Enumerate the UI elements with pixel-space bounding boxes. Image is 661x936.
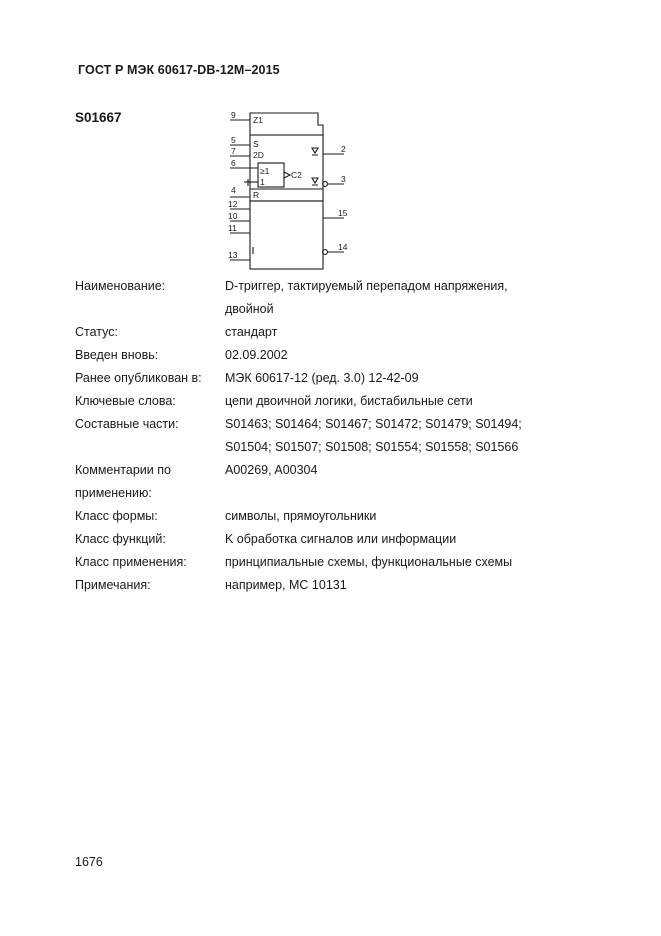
pin-4: 4 [231, 185, 236, 195]
label-s: S [253, 139, 259, 149]
attribute-label: Класс применения: [75, 555, 187, 569]
pin-14: 14 [338, 242, 348, 252]
lower-element-box [250, 201, 323, 269]
pin-15: 15 [338, 208, 348, 218]
attribute-row [75, 459, 575, 505]
label-z1: Z1 [253, 115, 263, 125]
attribute-value [225, 413, 575, 459]
attribute-row [75, 344, 575, 367]
label-r: R [253, 190, 260, 200]
attribute-row [75, 321, 575, 344]
attribute-label: Примечания: [75, 578, 151, 592]
pin-3: 3 [341, 174, 346, 184]
attribute-row [75, 275, 575, 321]
attribute-row [75, 574, 575, 597]
pin-10: 10 [228, 211, 238, 221]
attribute-label: Ранее опубликован в: [75, 371, 202, 385]
attribute-row [75, 551, 575, 574]
attribute-value [225, 459, 575, 505]
pin-9: 9 [231, 110, 236, 120]
pin-13: 13 [228, 250, 238, 260]
attribute-value [225, 574, 575, 597]
attribute-label: Класс формы: [75, 509, 158, 523]
attribute-label: Класс функций: [75, 532, 166, 546]
attribute-value-line: S01504; S01507; S01508; S01554; S01558; S01566 [225, 440, 519, 454]
attribute-value-line: двойной [225, 302, 274, 316]
attribute-label: Наименование: [75, 279, 166, 293]
attribute-value-line: S01463; S01464; S01467; S01472; S01479; S01494; [225, 417, 522, 431]
attribute-row [75, 528, 575, 551]
attribute-row [75, 413, 575, 459]
attribute-value-line: цепи двоичной логики, бистабильные сети [225, 394, 473, 408]
attribute-label: Ключевые слова: [75, 394, 176, 408]
attribute-value-line: 02.09.2002 [225, 348, 288, 362]
attribute-value [225, 344, 575, 367]
attribute-value [225, 367, 575, 390]
attribute-table [75, 275, 575, 597]
attribute-label: Введен вновь: [75, 348, 159, 362]
attribute-value-line: A00269, A00304 [225, 463, 318, 477]
pin-2: 2 [341, 144, 346, 154]
attribute-value-line: K обработка сигналов или информации [225, 532, 457, 546]
pin-7: 7 [231, 146, 236, 156]
label-c2: C2 [291, 170, 302, 180]
document-header: ГОСТ Р МЭК 60617-DB-12M–2015 [78, 63, 280, 77]
label-2d: 2D [253, 150, 264, 160]
page-number: 1676 [75, 855, 103, 869]
label-one: 1 [260, 177, 265, 187]
label-or: ≥1 [260, 166, 270, 176]
attribute-label: Комментарии по применению: [75, 463, 171, 500]
attribute-row [75, 505, 575, 528]
attribute-value [225, 275, 575, 321]
attribute-value [225, 551, 575, 574]
attribute-label: Составные части: [75, 417, 179, 431]
attribute-value [225, 528, 575, 551]
attribute-value-line: например, МС 10131 [225, 578, 347, 592]
attribute-value-line: D-триггер, тактируемый перепадом напряжения, [225, 279, 508, 293]
pin-6: 6 [231, 158, 236, 168]
symbol-code: S01667 [75, 110, 122, 125]
attribute-label: Статус: [75, 325, 118, 339]
attribute-value-line: символы, прямоугольники [225, 509, 377, 523]
attribute-value-line: МЭК 60617-12 (ред. 3.0) 12-42-09 [225, 371, 419, 385]
attribute-row [75, 390, 575, 413]
attribute-value [225, 505, 575, 528]
pin-5: 5 [231, 135, 236, 145]
attribute-value-line: принципиальные схемы, функциональные схемы [225, 555, 513, 569]
logic-symbol-diagram [226, 108, 356, 274]
attribute-row [75, 367, 575, 390]
attribute-value-line: стандарт [225, 325, 278, 339]
attribute-value [225, 390, 575, 413]
pin-12: 12 [228, 199, 238, 209]
pin-11: 11 [228, 223, 237, 233]
attribute-value [225, 321, 575, 344]
